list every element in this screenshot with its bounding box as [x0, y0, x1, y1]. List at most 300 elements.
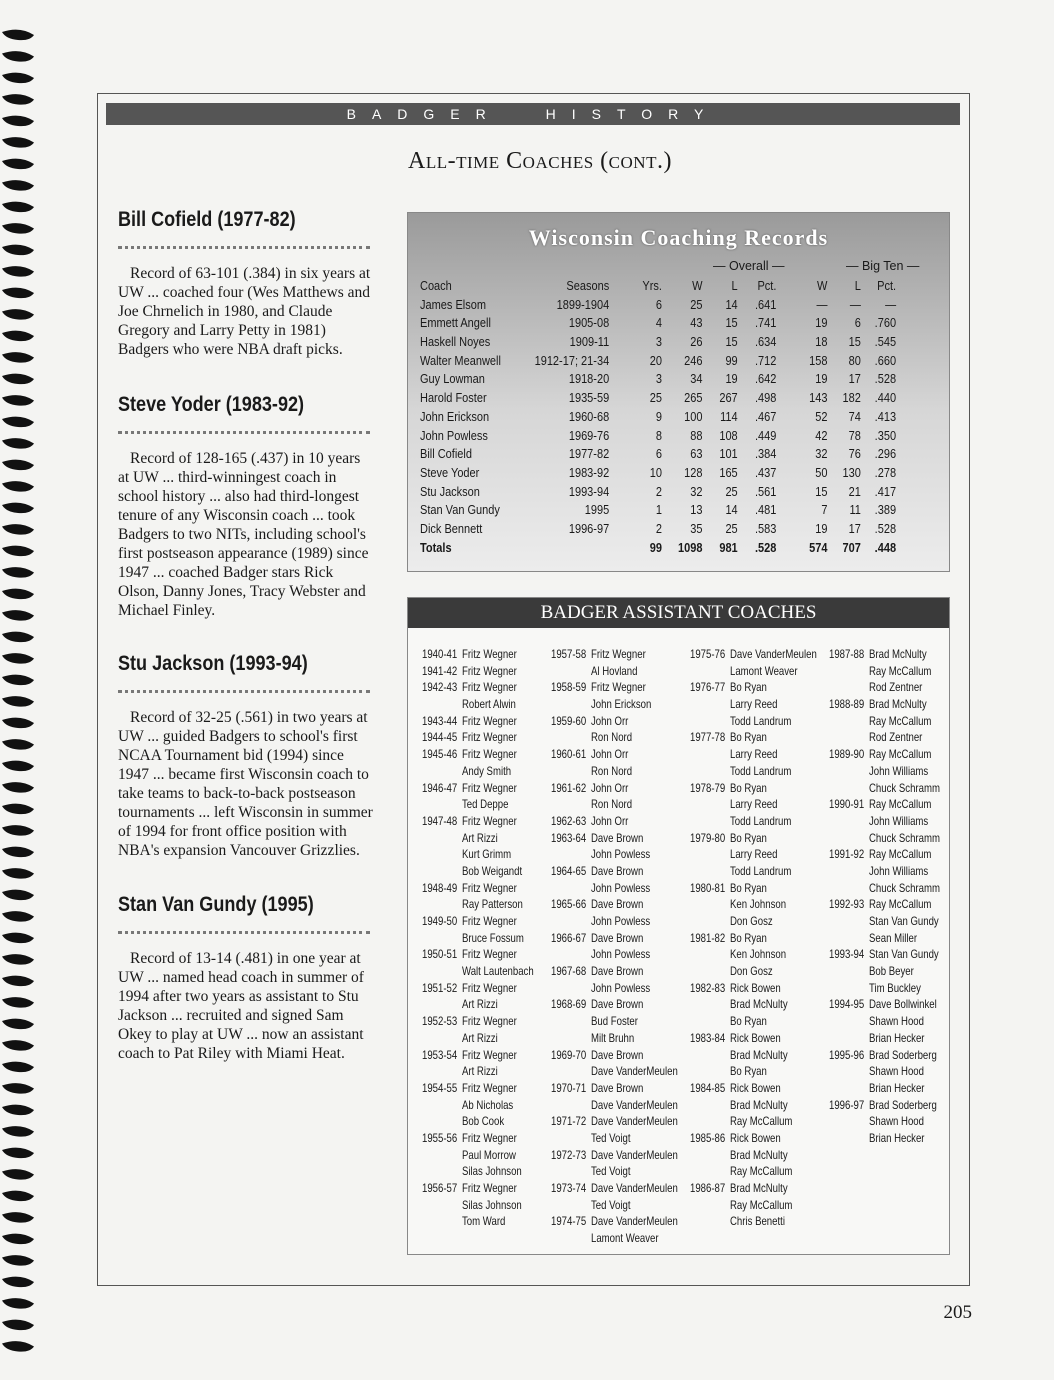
coach-name: Fritz Wegner: [462, 713, 517, 728]
records-cell: 10: [649, 465, 662, 480]
records-cell: 11: [849, 503, 861, 518]
records-cell: 981: [719, 540, 738, 555]
records-cell: .741: [754, 316, 777, 331]
assistant-entry: [551, 830, 687, 847]
coach-name: Brian Hecker: [869, 1080, 925, 1095]
assistant-entry: [422, 830, 558, 847]
records-cell: 13: [690, 503, 703, 518]
spiral-coil: [2, 1019, 34, 1030]
season-label: [690, 963, 730, 980]
coach-name: Art Rizzi: [462, 830, 498, 845]
assistant-entry: [422, 1030, 558, 1047]
assistant-entry: [551, 930, 687, 947]
records-cell: Yrs.: [642, 279, 662, 293]
season-label: [690, 1047, 730, 1064]
season-label: [690, 996, 730, 1013]
coach-name: Art Rizzi: [462, 1030, 498, 1045]
records-cell: 15: [725, 335, 738, 350]
records-cell: 4: [655, 316, 662, 331]
spiral-coil: [2, 1234, 34, 1245]
records-cell: 108: [719, 428, 738, 443]
assistant-entry: [690, 1213, 826, 1230]
bio-heading: Steve Yoder (1983-92): [118, 393, 305, 416]
season-label: [829, 713, 869, 730]
page-number: 205: [943, 1302, 972, 1323]
season-label: 1941-42: [422, 663, 458, 678]
coach-name: Fritz Wegner: [462, 663, 517, 678]
records-cell: 25: [690, 297, 703, 312]
season-label: [551, 846, 591, 863]
coach-name: Robert Alwin: [462, 697, 516, 712]
records-row: [420, 520, 944, 539]
records-cell: 25: [725, 484, 738, 499]
assistants-title: BADGER ASSISTANT COACHES: [408, 598, 949, 628]
records-title: Wisconsin Coaching Records: [528, 225, 829, 250]
records-cell: 42: [815, 428, 828, 443]
records-cell: James Elsom: [420, 297, 487, 312]
season-label: 1995-96: [829, 1047, 865, 1062]
records-cell: [526, 539, 610, 558]
coach-name: Don Gosz: [730, 914, 773, 928]
records-cell: .296: [874, 447, 897, 462]
spiral-coil: [2, 94, 34, 105]
bio-yoder: [118, 393, 373, 620]
overall-group-label: — Overall —: [713, 259, 785, 273]
section-banner: BADGER HISTORY: [106, 103, 960, 125]
coach-name: Dave VanderMeulen: [730, 647, 817, 661]
season-label: 1940-41: [422, 647, 458, 661]
coach-name: Ab Nicholas: [462, 1097, 514, 1112]
assistant-entry: [551, 880, 687, 897]
season-label: 1989-90: [829, 747, 865, 762]
season-label: [422, 796, 462, 813]
records-cell: 18: [815, 335, 828, 350]
records-cell: Coach: [420, 279, 452, 293]
assistant-entry: [551, 1163, 687, 1180]
assistant-entry: [551, 696, 687, 713]
assistant-entry: [551, 863, 687, 880]
assistant-entry: [829, 930, 965, 947]
spiral-coil: [2, 481, 34, 492]
records-cell: 21: [848, 484, 861, 499]
assistant-entry: [690, 913, 826, 930]
coach-name: Todd Landrum: [730, 763, 792, 778]
season-label: 1980-81: [690, 880, 726, 895]
records-cell: John Erickson: [420, 409, 490, 424]
spiral-coil: [2, 1277, 34, 1288]
records-cell: John Powless: [420, 428, 488, 443]
coach-name: Rick Bowen: [730, 1130, 781, 1145]
records-cell: 14: [725, 297, 738, 312]
assistant-entry: [829, 813, 965, 830]
assistant-entry: [690, 946, 826, 963]
records-cell: 17: [848, 521, 861, 536]
records-cell: 50: [815, 465, 828, 480]
coach-name: Bud Foster: [591, 1014, 638, 1029]
season-label: 1971-72: [551, 1114, 587, 1129]
assistant-entry: [690, 1113, 826, 1130]
assistant-entry: [422, 996, 558, 1013]
records-cell: 1912-17; 21-34: [534, 353, 610, 368]
records-cell: 182: [842, 391, 861, 406]
assistant-entry: [829, 663, 965, 680]
spiral-binding: [0, 20, 40, 1360]
assistant-entry: [690, 813, 826, 830]
season-label: 1943-44: [422, 713, 458, 728]
coach-name: John Powless: [591, 880, 651, 895]
spiral-coil: [2, 202, 34, 213]
assistant-entry: [551, 1213, 687, 1230]
dotted-divider: [118, 431, 370, 434]
spiral-coil: [2, 1298, 34, 1309]
season-label: [829, 1130, 869, 1147]
season-label: 1968-69: [551, 997, 587, 1012]
season-label: [551, 696, 591, 713]
records-cell: 15: [725, 316, 738, 331]
coach-name: John Orr: [591, 713, 629, 728]
assistant-entry: [690, 1163, 826, 1180]
season-label: [829, 830, 869, 847]
records-cell: 1899-1904: [556, 297, 610, 312]
coach-name: Larry Reed: [730, 797, 778, 812]
bio-text: Record of 128-165 (.437) in 10 years at UW ... third-winningest coach in school history ... also had third-longest tenure of any Wisconsin coach ... took Badgers to two NITs, including school's first postseason appearance (1989) since 1947 ... coached Badger stars Rick Olson, Danny Jones, Tracy Webster and Michael Finley.: [118, 450, 369, 619]
assistant-entry: [422, 746, 558, 763]
coach-name: Fritz Wegner: [462, 1014, 517, 1029]
spiral-coil: [2, 1126, 34, 1137]
coach-name: Ray Patterson: [462, 897, 523, 912]
records-cell: 6: [655, 447, 662, 462]
assistant-entry: [829, 963, 965, 980]
coach-name: Fritz Wegner: [462, 947, 517, 962]
assistant-entry: [829, 913, 965, 930]
coach-name: Dave VanderMeulen: [591, 1181, 678, 1195]
assistant-entry: [829, 780, 965, 797]
assistant-entry: [551, 1197, 687, 1214]
records-cell: .449: [754, 428, 777, 443]
records-cell: 26: [690, 335, 703, 350]
spiral-coil: [2, 1062, 34, 1073]
season-label: [422, 846, 462, 863]
coach-name: Shawn Hood: [869, 1014, 924, 1029]
assistant-entry: [690, 663, 826, 680]
season-label: 1963-64: [551, 830, 587, 845]
spiral-coil: [2, 911, 34, 922]
spiral-coil: [2, 266, 34, 277]
records-cell: .712: [754, 353, 777, 368]
assistant-entry: [422, 813, 558, 830]
coach-name: Lamont Weaver: [591, 1231, 659, 1246]
records-cell: 88: [690, 428, 703, 443]
coach-name: Ted Deppe: [462, 797, 509, 812]
season-label: 1969-70: [551, 1047, 587, 1062]
coach-name: Dave VanderMeulen: [591, 1064, 678, 1079]
coach-name: Bruce Fossum: [462, 930, 524, 945]
assistant-entry: [829, 1080, 965, 1097]
season-label: [829, 863, 869, 880]
spiral-coil: [2, 632, 34, 643]
coach-name: Rick Bowen: [730, 1080, 781, 1095]
spiral-coil: [2, 223, 34, 234]
spiral-coil: [2, 438, 34, 449]
assistant-entry: [422, 880, 558, 897]
assistant-entry: [422, 713, 558, 730]
season-label: [690, 1147, 730, 1164]
records-cell: 34: [690, 372, 703, 387]
season-label: 1944-45: [422, 730, 458, 745]
bio-text: Record of 63-101 (.384) in six years at UW ... coached four (Wes Matthews and Joe Chrnelich in 1980, and Claude Gregory and Larry Petty in 1981) Badgers who were NBA draft picks.: [118, 265, 371, 358]
assistant-entry: [690, 679, 826, 696]
coach-name: Bo Ryan: [730, 880, 767, 895]
records-cell: 101: [719, 447, 738, 462]
assistant-entry: [422, 913, 558, 930]
assistant-entry: [690, 1130, 826, 1147]
coach-name: Shawn Hood: [869, 1064, 924, 1079]
records-cell: 43: [690, 316, 703, 331]
coach-name: John Powless: [591, 847, 651, 862]
assistant-entry: [422, 896, 558, 913]
season-label: [551, 1197, 591, 1214]
records-cell: 25: [649, 391, 662, 406]
coach-name: Todd Landrum: [730, 813, 792, 828]
records-row: [420, 464, 944, 483]
season-label: [422, 863, 462, 880]
coach-name: Ted Voigt: [591, 1197, 631, 1212]
records-cell: 1: [655, 503, 662, 518]
coach-name: Bob Beyer: [869, 964, 914, 979]
records-cell: 6: [655, 297, 662, 312]
coach-name: Bob Cook: [462, 1114, 505, 1129]
coach-name: Fritz Wegner: [462, 813, 517, 828]
assistant-entry: [422, 780, 558, 797]
season-label: [829, 1030, 869, 1047]
assistant-entry: [422, 1047, 558, 1064]
records-cell: 2: [655, 521, 662, 536]
records-cell: Totals: [420, 540, 452, 555]
assistant-entry: [690, 646, 826, 663]
assistant-entry: [551, 1113, 687, 1130]
coach-name: Stan Van Gundy: [869, 914, 939, 928]
season-label: [422, 1213, 462, 1230]
assistant-entry: [690, 963, 826, 980]
season-label: 1950-51: [422, 947, 458, 962]
assistant-entry: [422, 1080, 558, 1097]
records-cell: 14: [725, 503, 738, 518]
season-label: 1958-59: [551, 680, 587, 695]
season-label: 1956-57: [422, 1181, 458, 1195]
spiral-coil: [2, 718, 34, 729]
season-label: 1953-54: [422, 1047, 458, 1062]
spiral-coil: [2, 51, 34, 62]
coach-name: Fritz Wegner: [462, 880, 517, 895]
records-cell: W: [817, 279, 828, 293]
assistant-entry: [829, 796, 965, 813]
coach-name: Fritz Wegner: [591, 647, 646, 661]
records-cell: 74: [848, 409, 861, 424]
coach-name: Don Gosz: [730, 964, 773, 979]
records-cell: 15: [815, 484, 828, 499]
records-cell: 1935-59: [568, 391, 610, 406]
season-label: [690, 1213, 730, 1230]
coach-name: Silas Johnson: [462, 1197, 522, 1212]
assistant-entry: [422, 946, 558, 963]
spiral-coil: [2, 1148, 34, 1159]
coach-name: Ray McCallum: [869, 897, 932, 912]
season-label: [829, 679, 869, 696]
season-label: [829, 913, 869, 930]
coach-name: Ray McCallum: [730, 1114, 793, 1129]
assistant-entry: [690, 1180, 826, 1197]
assistant-entry: [829, 696, 965, 713]
season-label: [422, 1063, 462, 1080]
season-label: [422, 963, 462, 980]
season-label: 1967-68: [551, 964, 587, 979]
records-cell: 1996-97: [568, 521, 610, 536]
coach-name: Chuck Schramm: [869, 880, 940, 895]
season-label: [690, 713, 730, 730]
coach-name: Ray McCallum: [730, 1197, 793, 1212]
season-label: 1945-46: [422, 747, 458, 762]
season-label: 1977-78: [690, 730, 726, 745]
assistant-entry: [829, 1047, 965, 1064]
season-label: 1962-63: [551, 813, 587, 828]
records-cell: 32: [690, 484, 703, 499]
records-cell: .760: [874, 316, 897, 331]
assistant-entry: [422, 1180, 558, 1197]
records-cell: 1977-82: [568, 447, 610, 462]
records-cell: L: [731, 279, 738, 293]
coach-name: John Williams: [869, 813, 929, 828]
season-label: 1981-82: [690, 930, 726, 945]
coach-name: Bo Ryan: [730, 930, 767, 945]
records-cell: Walter Meanwell: [420, 353, 501, 368]
season-label: 1949-50: [422, 914, 458, 928]
coach-name: Dave Brown: [591, 997, 644, 1012]
assistant-entry: [829, 763, 965, 780]
coach-name: Ron Nord: [591, 730, 633, 745]
assistant-entry: [829, 1113, 965, 1130]
coach-name: Chuck Schramm: [869, 830, 940, 845]
assistant-entry: [551, 663, 687, 680]
records-cell: 80: [848, 353, 861, 368]
coach-name: Dave Brown: [591, 897, 644, 912]
spiral-coil: [2, 696, 34, 707]
coach-name: Fritz Wegner: [462, 747, 517, 762]
coach-name: Dave Brown: [591, 930, 644, 945]
season-label: 1975-76: [690, 647, 726, 661]
season-label: [551, 763, 591, 780]
coach-name: Brad McNulty: [730, 1181, 788, 1195]
season-label: 1948-49: [422, 880, 458, 895]
records-cell: 9: [655, 409, 662, 424]
season-label: 1954-55: [422, 1080, 458, 1095]
assistant-entry: [422, 980, 558, 997]
records-cell: —: [885, 297, 897, 312]
assistant-entry: [829, 746, 965, 763]
season-label: [422, 1113, 462, 1130]
assistant-entry: [551, 1180, 687, 1197]
assistant-entry: [551, 1097, 687, 1114]
coach-name: Brad McNulty: [730, 997, 788, 1012]
coach-name: Dave Brown: [591, 1047, 644, 1062]
season-label: [690, 946, 730, 963]
assistant-entry: [551, 1063, 687, 1080]
coach-name: Ray McCallum: [869, 747, 932, 762]
season-label: [690, 863, 730, 880]
bio-heading: Stu Jackson (1993-94): [118, 652, 308, 675]
coach-name: Brad McNulty: [730, 1097, 788, 1112]
coach-name: Ray McCallum: [869, 663, 932, 678]
assistant-entry: [690, 763, 826, 780]
coach-name: Fritz Wegner: [462, 1181, 517, 1195]
records-cell: 8: [655, 428, 662, 443]
coach-name: Chuck Schramm: [869, 780, 940, 795]
assistant-entry: [422, 930, 558, 947]
records-cell: .561: [754, 484, 777, 499]
spiral-coil: [2, 524, 34, 535]
coach-name: Dave VanderMeulen: [591, 1147, 678, 1162]
assistant-entry: [422, 1013, 558, 1030]
coach-name: Fritz Wegner: [462, 1130, 517, 1145]
season-label: [829, 930, 869, 947]
records-cell: 2: [655, 484, 662, 499]
coach-name: Paul Morrow: [462, 1147, 516, 1162]
bio-text: Record of 32-25 (.561) in two years at UW ... guided Badgers to school's first NCAA Tournament bid (1994) since 1947 ... became first Wisconsin coach to take teams to back-to-back postseason tournaments ... left Wisconsin in summer of 1994 for front office position with NBA's expansion Vancouver Grizzlies.: [118, 709, 373, 859]
coach-name: Dave VanderMeulen: [591, 1097, 678, 1112]
coach-name: John Williams: [869, 863, 929, 878]
assistant-entry: [829, 679, 965, 696]
assistant-entry: [551, 763, 687, 780]
coach-name: Dave Brown: [591, 964, 644, 979]
season-label: 1973-74: [551, 1181, 587, 1195]
season-label: [422, 930, 462, 947]
season-label: [422, 763, 462, 780]
season-label: [829, 729, 869, 746]
assistant-entry: [829, 830, 965, 847]
season-label: 1982-83: [690, 980, 726, 995]
records-row: [420, 370, 944, 389]
assistant-entry: [690, 1147, 826, 1164]
assistant-entry: [829, 1130, 965, 1147]
season-label: [422, 1147, 462, 1164]
records-cell: 3: [655, 335, 662, 350]
season-label: [690, 1197, 730, 1214]
coach-name: Brad Soderberg: [869, 1097, 937, 1112]
records-cell: .350: [874, 428, 897, 443]
coach-name: John Orr: [591, 813, 629, 828]
season-label: 1994-95: [829, 997, 865, 1012]
assistant-entry: [551, 963, 687, 980]
assistant-entry: [690, 1030, 826, 1047]
season-label: [422, 896, 462, 913]
assistant-entry: [690, 930, 826, 947]
assistant-entry: [690, 729, 826, 746]
coach-name: Chris Benetti: [730, 1214, 785, 1229]
spiral-coil: [2, 1169, 34, 1180]
assistant-entry: [422, 646, 558, 663]
spiral-coil: [2, 1341, 34, 1352]
coach-name: Larry Reed: [730, 747, 778, 762]
coach-name: Fritz Wegner: [462, 914, 517, 928]
coach-name: Art Rizzi: [462, 1064, 498, 1079]
records-cell: .278: [874, 465, 897, 480]
spiral-coil: [2, 116, 34, 127]
spiral-coil: [2, 1105, 34, 1116]
dotted-divider: [118, 246, 370, 249]
coach-name: Todd Landrum: [730, 713, 792, 728]
bio-heading: Stan Van Gundy (1995): [118, 893, 314, 916]
assistant-entry: [690, 980, 826, 997]
season-label: [829, 1113, 869, 1130]
